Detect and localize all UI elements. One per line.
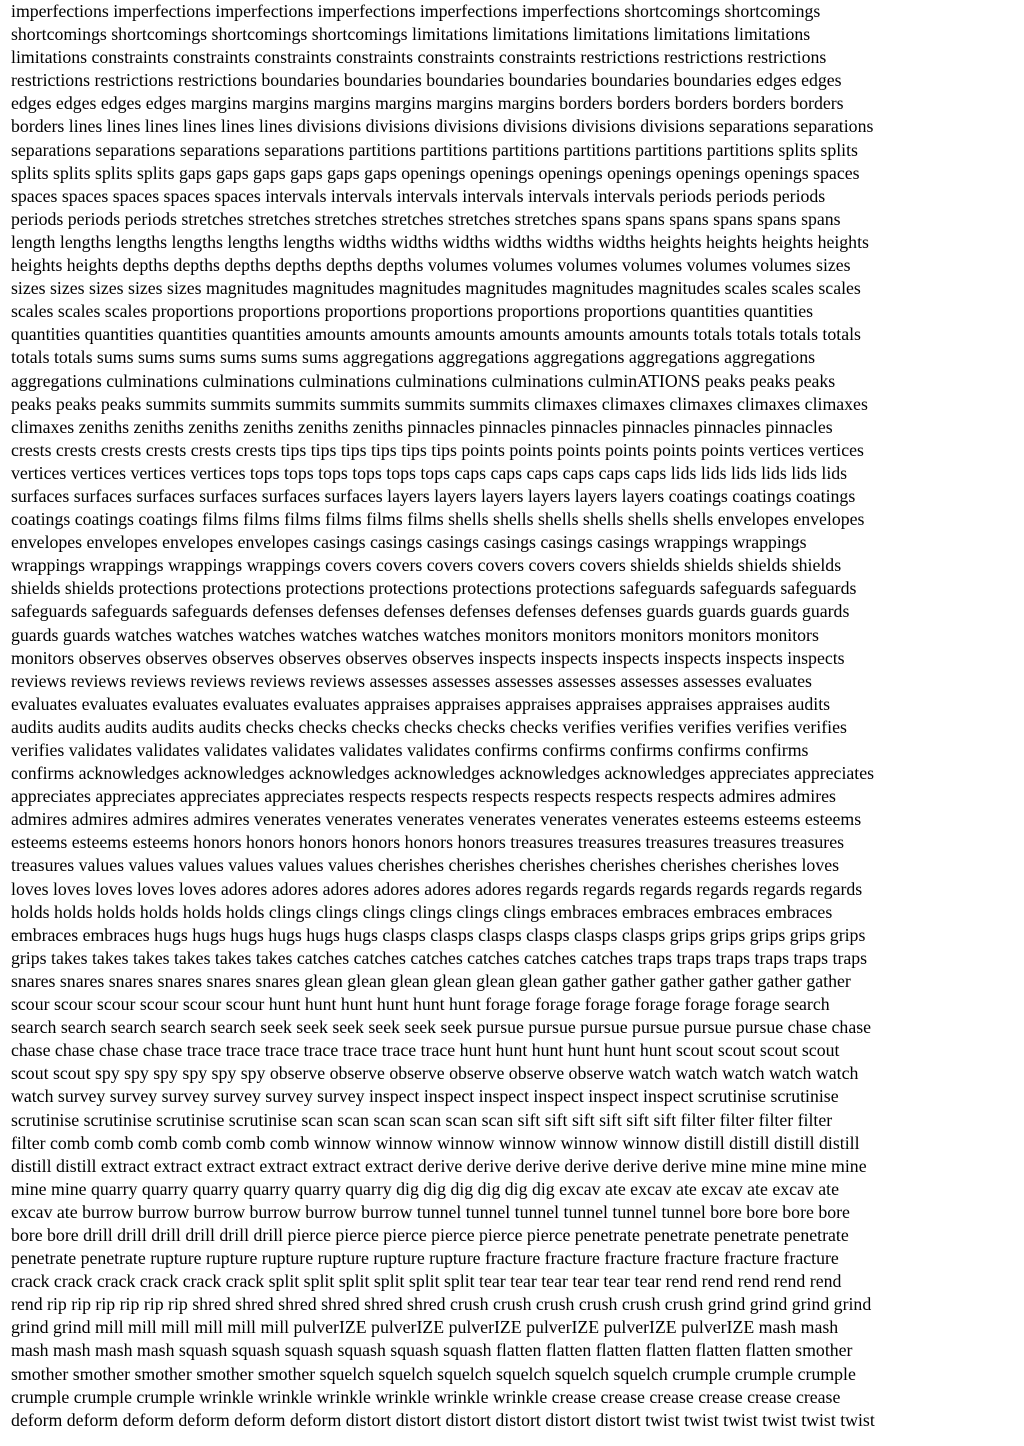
text-line-44: scour scour scour scour scour scour hunt hunt hunt hunt hunt hunt forage forage forage forage forage forage search: [11, 994, 830, 1015]
text-line-5: edges edges edges edges margins margins margins margins margins margins borders borders borders borders borders: [11, 93, 844, 114]
text-line-18: peaks peaks peaks summits summits summits summits summits summits climaxes climaxes climaxes climaxes climaxes: [11, 393, 868, 414]
text-line-50: filter comb comb comb comb comb comb winnow winnow winnow winnow winnow winnow distill distill distill distill: [11, 1132, 860, 1153]
text-line-61: crumple crumple crumple wrinkle wrinkle wrinkle wrinkle wrinkle wrinkle crease crease crease crease crease crease: [11, 1386, 841, 1407]
text-line-30: reviews reviews reviews reviews reviews reviews assesses assesses assesses assesses assesses assesses evaluates: [11, 670, 812, 691]
text-line-19: climaxes zeniths zeniths zeniths zeniths zeniths zeniths pinnacles pinnacles pinnacles pinnacles pinnacles pinnacles: [11, 416, 833, 437]
text-line-21: vertices vertices vertices vertices tops tops tops tops tops tops caps caps caps caps caps caps lids lids lids lids lids lids: [11, 462, 848, 483]
text-line-12: heights heights depths depths depths depths depths depths volumes volumes volumes volumes volumes volumes sizes: [11, 255, 851, 276]
text-line-29: monitors observes observes observes observes observes observes inspects inspects inspects inspects inspects inspects: [11, 647, 845, 668]
text-line-2: shortcomings shortcomings shortcomings shortcomings limitations limitations limitations limitations limitations: [11, 24, 811, 45]
text-line-48: watch survey survey survey survey survey survey inspect inspect inspect inspect inspect inspect scrutinise scrutinise: [11, 1086, 839, 1107]
text-line-34: confirms acknowledges acknowledges acknowledges acknowledges acknowledges acknowledges appreciates appreciates: [11, 763, 875, 784]
text-line-1: imperfections imperfections imperfections imperfections imperfections imperfections shortcomings shortcomings: [11, 1, 821, 21]
text-line-28: guards guards watches watches watches watches watches watches monitors monitors monitors monitors monitors: [11, 624, 819, 645]
text-line-51: distill distill extract extract extract extract extract extract derive derive derive derive derive derive mine mine mine mine: [11, 1155, 867, 1176]
text-line-53: excav ate burrow burrow burrow burrow burrow burrow tunnel tunnel tunnel tunnel tunnel tunnel bore bore bore bore: [11, 1201, 850, 1222]
text-line-42: grips takes takes takes takes takes takes catches catches catches catches catches catches traps traps traps traps traps traps: [11, 947, 868, 968]
text-line-11: length lengths lengths lengths lengths lengths widths widths widths widths widths widths heights heights heights heights: [11, 231, 869, 252]
text-line-54: bore bore drill drill drill drill drill drill pierce pierce pierce pierce pierce pierce penetrate penetrate penetrate penetrate: [11, 1224, 849, 1245]
text-line-8: splits splits splits splits gaps gaps gaps gaps gaps gaps openings openings openings openings openings openings spaces: [11, 162, 860, 183]
text-line-47: scout scout spy spy spy spy spy spy observe observe observe observe observe observe watch watch watch watch watch: [11, 1063, 859, 1084]
text-line-4: restrictions restrictions restrictions boundaries boundaries boundaries boundaries boundaries boundaries edges edges: [11, 70, 842, 91]
text-line-35: appreciates appreciates appreciates appreciates respects respects respects respects respects respects admires admires: [11, 786, 836, 807]
text-line-58: grind grind mill mill mill mill mill mill pulverIZE pulverIZE pulverIZE pulverIZE pulverIZE pulverIZE mash mash: [11, 1317, 839, 1338]
text-line-43: snares snares snares snares snares snares glean glean glean glean glean glean gather gather gather gather gather gather: [11, 970, 851, 991]
text-line-22: surfaces surfaces surfaces surfaces surfaces surfaces layers layers layers layers layers layers coatings coatings coatings: [11, 485, 856, 506]
text-line-31: evaluates evaluates evaluates evaluates evaluates appraises appraises appraises appraises appraises appraises audits: [11, 693, 831, 714]
text-line-32: audits audits audits audits audits checks checks checks checks checks checks verifies verifies verifies verifies verifies: [11, 716, 847, 737]
text-line-37: esteems esteems esteems honors honors honors honors honors honors treasures treasures treasures treasures treasures: [11, 832, 845, 853]
text-line-7: separations separations separations separations partitions partitions partitions partitions partitions partitions splits splits: [11, 139, 858, 160]
text-line-46: chase chase chase chase trace trace trace trace trace trace trace hunt hunt hunt hunt hunt hunt scout scout scout scout: [11, 1040, 840, 1061]
text-line-6: borders lines lines lines lines lines lines divisions divisions divisions divisions divisions divisions separations separations: [11, 116, 874, 137]
text-line-60: smother smother smother smother smother squelch squelch squelch squelch squelch squelch crumple crumple crumple: [11, 1363, 856, 1384]
text-line-52: mine mine quarry quarry quarry quarry quarry quarry dig dig dig dig dig dig excav ate excav ate excav ate excav ate: [11, 1178, 839, 1199]
text-line-57: rend rip rip rip rip rip rip shred shred shred shred shred shred crush crush crush crush crush crush grind grind grind grind: [11, 1294, 872, 1315]
text-line-38: treasures values values values values values values cherishes cherishes cherishes cherishes cherishes cherishes loves: [11, 855, 840, 876]
text-line-3: limitations constraints constraints constraints constraints constraints constraints restrictions restrictions restrictions: [11, 47, 827, 68]
text-line-55: penetrate penetrate rupture rupture rupture rupture rupture rupture fracture fracture fracture fracture fracture fracture: [11, 1248, 839, 1269]
text-line-9: spaces spaces spaces spaces spaces intervals intervals intervals intervals intervals intervals periods periods periods: [11, 185, 826, 206]
text-line-15: quantities quantities quantities quantities amounts amounts amounts amounts amounts amounts totals totals totals totals: [11, 324, 861, 345]
text-line-49: scrutinise scrutinise scrutinise scrutinise scan scan scan scan scan scan sift sift sift sift sift sift filter filter filter filter: [11, 1109, 833, 1130]
text-line-59: mash mash mash mash squash squash squash squash squash squash flatten flatten flatten flatten flatten flatten smother: [11, 1340, 853, 1361]
text-line-45: search search search search search seek seek seek seek seek seek pursue pursue pursue pursue pursue pursue chase chase: [11, 1017, 872, 1038]
text-line-13: sizes sizes sizes sizes sizes magnitudes magnitudes magnitudes magnitudes magnitudes magnitudes scales scales scales: [11, 278, 861, 299]
text-line-41: embraces embraces hugs hugs hugs hugs hugs hugs clasps clasps clasps clasps clasps clasps grips grips grips grips grips: [11, 924, 866, 945]
text-line-40: holds holds holds holds holds holds clings clings clings clings clings clings embraces embraces embraces embraces: [11, 901, 833, 922]
text-line-56: crack crack crack crack crack crack split split split split split split tear tear tear tear tear tear rend rend rend rend rend: [11, 1271, 842, 1292]
text-line-39: loves loves loves loves loves adores adores adores adores adores adores regards regards regards regards regards regards: [11, 878, 863, 899]
text-line-10: periods periods periods stretches stretches stretches stretches stretches stretches spans spans spans spans spans spans: [11, 208, 841, 229]
text-line-26: shields shields protections protections protections protections protections protections safeguards safeguards safeguards: [11, 578, 857, 599]
text-line-24: envelopes envelopes envelopes envelopes casings casings casings casings casings casings wrappings wrappings: [11, 532, 807, 553]
text-line-23: coatings coatings coatings films films films films films films shells shells shells shells shells shells envelopes envelopes: [11, 509, 865, 530]
text-line-36: admires admires admires admires venerates venerates venerates venerates venerates venerates esteems esteems esteems: [11, 809, 862, 830]
text-line-20: crests crests crests crests crests crests tips tips tips tips tips tips points points points points points points vertices vertices: [11, 439, 864, 460]
text-line-16: totals totals sums sums sums sums sums sums aggregations aggregations aggregations aggregations aggregations: [11, 347, 816, 368]
text-line-27: safeguards safeguards safeguards defenses defenses defenses defenses defenses defenses guards guards guards guards: [11, 601, 850, 622]
text-line-33: verifies validates validates validates validates validates validates confirms confirms confirms confirms confirms: [11, 740, 809, 760]
text-line-62: deform deform deform deform deform deform distort distort distort distort distort distort twist twist twist twist twist twist: [11, 1409, 875, 1430]
text-line-25: wrappings wrappings wrappings wrappings covers covers covers covers covers covers shields shields shields shields: [11, 555, 842, 576]
text-line-14: scales scales scales proportions proportions proportions proportions proportions proportions quantities quantities: [11, 301, 814, 322]
text-line-17: aggregations culminations culminations culminations culminations culminations culminATIONS peaks peaks peaks: [11, 370, 836, 391]
